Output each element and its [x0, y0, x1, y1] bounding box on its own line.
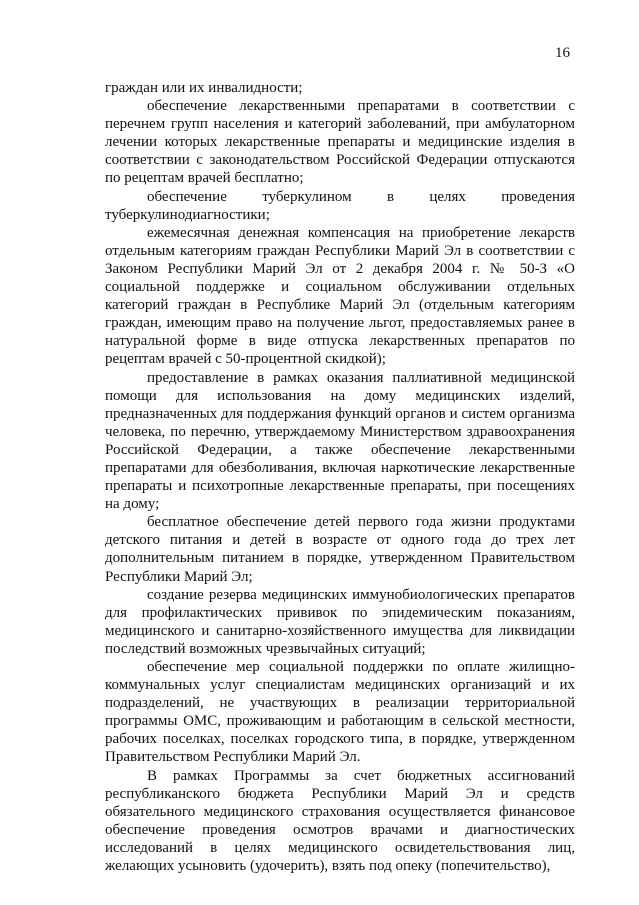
paragraph-continuation: граждан или их инвалидности; [105, 80, 303, 96]
paragraph-medicines-supply: обеспечение лекарственными препаратами в соответствии с перечнем групп населения и категорий заболеваний, при амбулаторном лечении которых лекарственные препараты и медицинские изделия в соответствии с законодательством Российской Федерации отпускаются по рецептам врачей бесплатно; [105, 98, 575, 187]
page-number: 16 [555, 45, 570, 61]
paragraph-social-support: обеспечение мер социальной поддержки по оплате жилищно-коммунальных услуг специалистам медицинских организаций и их подразделений, не участвующих в реализации территориальной программы ОМС, проживающим и работающим в сельской местности, рабочих поселках, поселках городского типа, в порядке, утвержденном Правительством Республики Марий Эл. [105, 659, 575, 766]
paragraph-reserve: создание резерва медицинских иммунобиологических препаратов для профилактических прививок по эпидемическим показаниям, медицинского и санитарно-хозяйственного имущества для ликвидации последствий возможных чрезвычайных ситуаций; [105, 586, 575, 657]
paragraph-monthly-compensation: ежемесячная денежная компенсация на приобретение лекарств отдельным категориям граждан Республики Марий Эл в соответствии с Законом Республики Марий Эл от 2 декабря 2004 г. № 50-З «О социальной поддержке и социальном обслуживании отдельных категорий граждан в Республике Марий Эл (отдельным категориям граждан, имеющим право на получение льгот, предоставляемых ранее в натуральной форме в виде отпуска лекарственных препаратов по рецептам врачей с 50-процентной скидкой); [105, 224, 575, 368]
body-text [105, 79, 575, 875]
paragraph-palliative-care: предоставление в рамках оказания паллиативной медицинской помощи для использования на дому медицинских изделий, предназначенных для поддержания функций органов и систем организма человека, по перечню, утверждаемому Министерством здравоохранения Российской Федерации, а также обеспечение лекарственными препаратами для обезболивания, включая наркотические лекарственные препараты и психотропные лекарственные препараты, при посещениях на дому; [105, 369, 575, 513]
paragraph-program-financing: В рамках Программы за счет бюджетных ассигнований республиканского бюджета Республики Марий Эл и средств обязательного медицинского страхования осуществляется финансовое обеспечение проведения осмотров врачами и диагностических исследований в целях медицинского освидетельствования лиц, желающих усыновить (удочерить), взять под опеку (попечительство), [105, 767, 575, 875]
paragraph-tuberculin: обеспечение туберкулином в целях проведения туберкулинодиагностики; [105, 188, 575, 223]
paragraph-child-nutrition: бесплатное обеспечение детей первого года жизни продуктами детского питания и детей в возрасте от одного года до трех лет дополнительным питанием в порядке, утвержденном Правительством Республики Марий Эл; [105, 514, 575, 585]
